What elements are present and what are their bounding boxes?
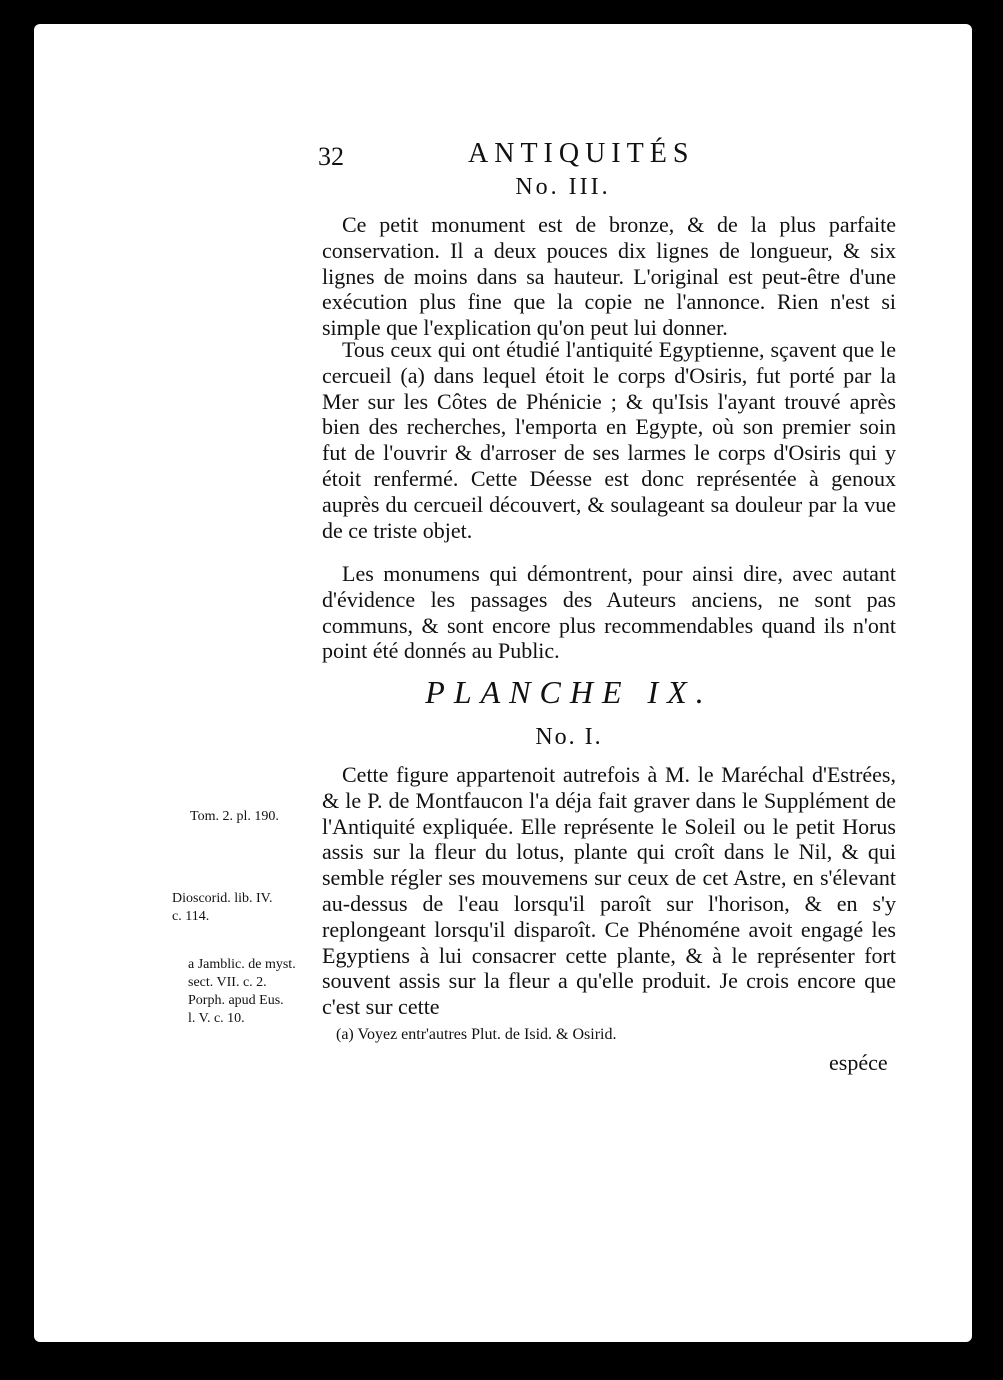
page-number: 32 (318, 142, 344, 171)
paragraph-text: Les monumens qui démontrent, pour ainsi dire, avec autant d'évidence les passages des Auteurs anciens, ne sont pas communs, & sont encore plus recommendables quand ils n'ont point été donnés au Public. (322, 561, 896, 664)
marginal-note-2 (172, 890, 272, 926)
paragraph-3 (322, 561, 896, 664)
section-heading-no-iii: No. III. (515, 174, 611, 200)
marginal-note-line: sect. VII. c. 2. (188, 975, 267, 990)
marginal-note-line: Porph. apud Eus. (188, 993, 284, 1008)
section-heading-no-i: No. I. (535, 724, 603, 750)
marginal-note-line: a Jamblic. de myst. (188, 957, 296, 972)
marginal-note-3 (188, 956, 296, 1028)
paragraph-4 (322, 762, 896, 1020)
paragraph-text: Ce petit monument est de bronze, & de la plus parfaite conservation. Il a deux pouces dix lignes de longueur, & six lignes de moins dans sa hauteur. L'original est peut-être d'une exécution plus fine que la copie ne l'annonce. Rien n'est si simple que l'explication qu'on peut lui donner. (322, 212, 896, 341)
paragraph-text: Tous ceux qui ont étudié l'antiquité Egyptienne, sçavent que le cercueil (a) dans lequel étoit le corps d'Osiris, fut porté par la Mer sur les Côtes de Phénicie ; & qu'Isis l'ayant trouvé après bien des recherches, l'emporta en Egypte, où son premier soin fut de l'ouvrir & d'arroser de ses larmes le corps d'Osiris qui y étoit renfermé. Cette Déesse est donc représentée à genoux auprès du cercueil découvert, & soulageant sa douleur par la vue de ce triste objet. (322, 337, 896, 543)
paragraph-2 (322, 337, 896, 543)
marginal-note-line: l. V. c. 10. (188, 1011, 245, 1026)
paragraph-1 (322, 212, 896, 341)
marginal-note-line: Dioscorid. lib. IV. (172, 891, 273, 906)
book-page (34, 24, 972, 1342)
marginal-note-line: c. 114. (172, 909, 210, 924)
paragraph-text: Cette figure appartenoit autrefois à M. le Maréchal d'Estrées, & le P. de Montfaucon l'a déja fait graver dans le Supplément de l'Antiquité expliquée. Elle représente le Soleil ou le petit Horus assis sur la fleur du lotus, plante qui croît dans le Nil, & qui semble régler ses mouvemens sur ceux de cet Astre, en s'élevant au-dessus de l'eau lorsqu'il paroît sur l'horison, & en s'y replongeant lorsqu'il disparoît. Ce Phénoméne avoit engagé les Egyptiens à lui consacrer cette plante, & à le représenter fort souvent assis sur la fleur a qu'elle produit. Je crois encore que c'est sur cette (322, 762, 896, 1020)
running-head: ANTIQUITÉS (468, 138, 695, 169)
footnote: (a) Voyez entr'autres Plut. de Isid. & Osirid. (336, 1026, 617, 1043)
marginal-note-line: Tom. 2. pl. 190. (190, 809, 279, 824)
plate-heading: PLANCHE IX. (425, 674, 713, 710)
catchword: espéce (829, 1050, 888, 1075)
marginal-note-1 (190, 808, 279, 826)
